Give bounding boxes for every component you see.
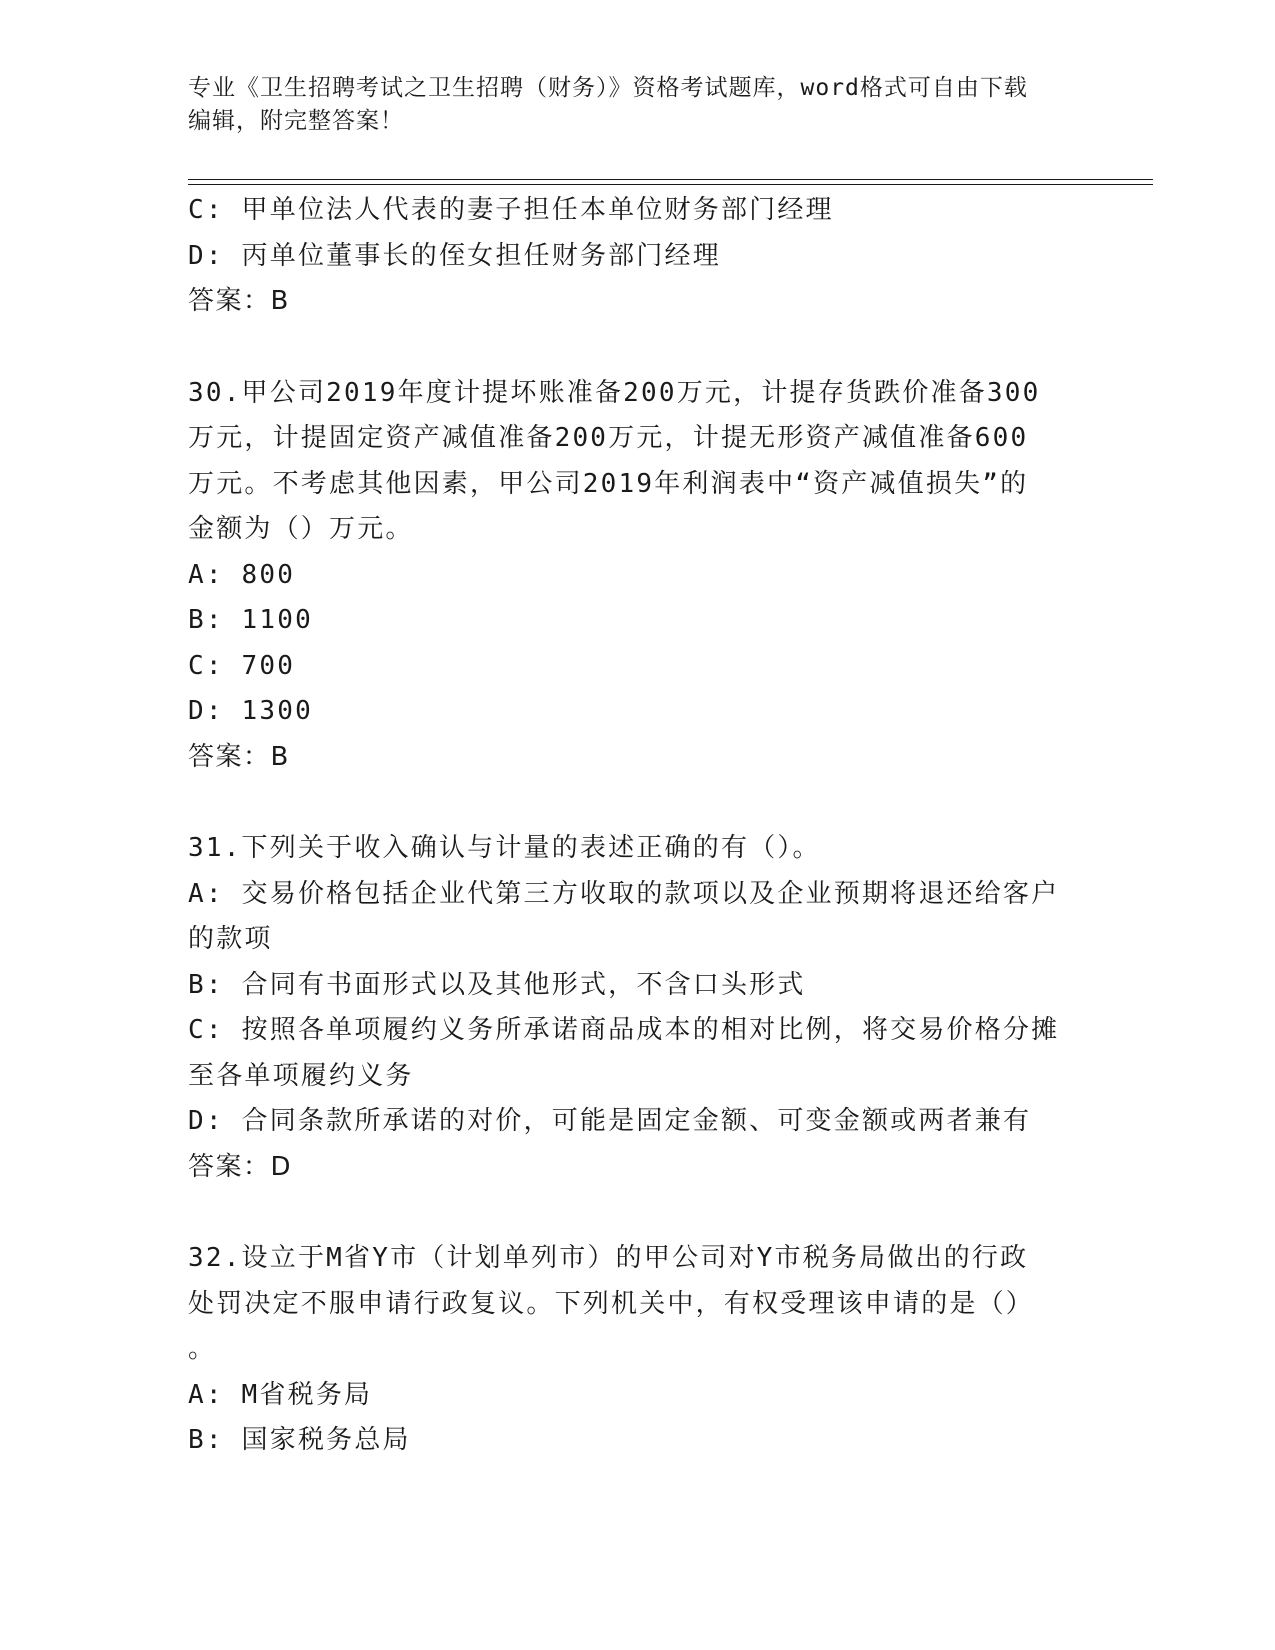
header-line-1: 专业《卫生招聘考试之卫生招聘（财务）》资格考试题库，word格式可自由下载 <box>188 75 1028 101</box>
option-d: D: 1300 <box>188 696 313 726</box>
option-a-continued: 的款项 <box>188 924 273 954</box>
option-b: B: 国家税务总局 <box>188 1425 411 1455</box>
question-list <box>188 188 1088 1464</box>
header-divider-bottom <box>188 184 1153 185</box>
option-b: B: 1100 <box>188 605 313 635</box>
document-header <box>188 72 1088 138</box>
option-c-continued: 至各单项履约义务 <box>188 1060 414 1091</box>
question-stem-line: 万元。不考虑其他因素，甲公司2019年利润表中“资产减值损失”的 <box>188 468 1029 499</box>
option-d: D: 合同条款所承诺的对价，可能是固定金额、可变金额或两者兼有 <box>188 1106 1032 1136</box>
option-a: A: M省税务局 <box>188 1379 373 1410</box>
option-a: A: 交易价格包括企业代第三方收取的款项以及企业预期将退还给客户 <box>188 878 1060 909</box>
option-a: A: 800 <box>188 559 296 590</box>
answer-line: 答案：B <box>188 286 290 316</box>
question-stem-line: 32.设立于M省Y市（计划单列市）的甲公司对Y市税务局做出的行政 <box>188 1243 1029 1273</box>
question-stem-line: 处罚决定不服申请行政复议。下列机关中，有权受理该申请的是（） <box>188 1288 1035 1319</box>
question-29-continued <box>188 188 1088 325</box>
header-line-2: 编辑，附完整答案！ <box>188 108 404 134</box>
option-c: C: 700 <box>188 650 296 681</box>
header-divider-top <box>188 179 1153 180</box>
question-stem-line: 万元，计提固定资产减值准备200万元，计提无形资产减值准备600 <box>188 423 1029 453</box>
answer-line: 答案：B <box>188 741 290 772</box>
spacer <box>188 1190 1088 1236</box>
question-32 <box>188 1236 1088 1464</box>
option-d: D: 丙单位董事长的侄女担任财务部门经理 <box>188 240 721 271</box>
option-b: B: 合同有书面形式以及其他形式，不含口头形式 <box>188 969 806 1000</box>
option-c: C: 按照各单项履约义务所承诺商品成本的相对比例，将交易价格分摊 <box>188 1015 1060 1045</box>
spacer <box>188 325 1088 371</box>
option-c: C: 甲单位法人代表的妻子担任本单位财务部门经理 <box>188 195 834 225</box>
answer-line: 答案：D <box>188 1151 293 1182</box>
spacer <box>188 780 1088 826</box>
question-stem-line: 30.甲公司2019年度计提坏账准备200万元，计提存货跌价准备300 <box>188 377 1041 408</box>
question-31 <box>188 826 1088 1190</box>
question-stem-line: 金额为（）万元。 <box>188 514 414 544</box>
question-30 <box>188 371 1088 781</box>
question-stem-line: 31.下列关于收入确认与计量的表述正确的有（）。 <box>188 833 821 863</box>
question-stem-line: 。 <box>188 1334 217 1364</box>
